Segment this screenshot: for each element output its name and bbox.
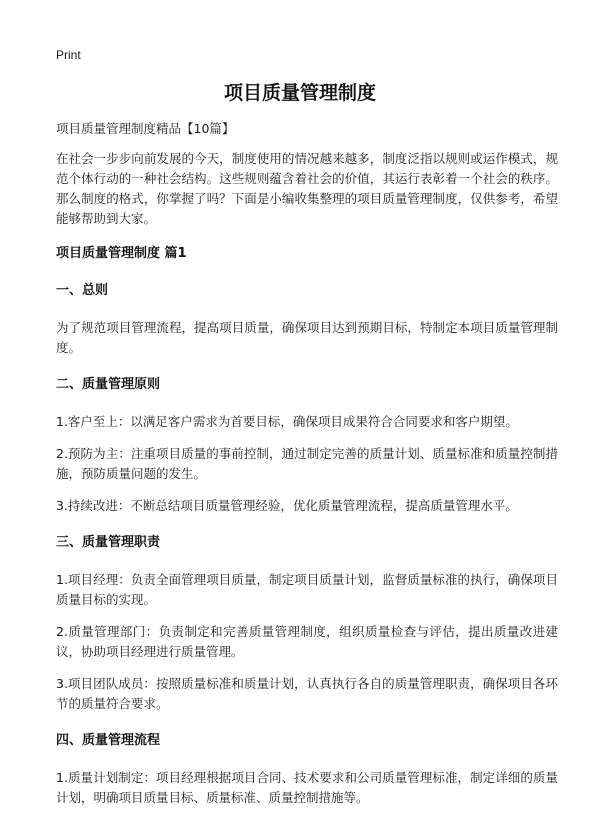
section-paragraph: 2.预防为主：注重项目质量的事前控制，通过制定完善的质量计划、质量标准和质量控制措施，预防质量问题的发生。 — [56, 446, 558, 481]
section-paragraph: 2.质量管理部门：负责制定和完善质量管理制度，组织质量检查与评估，提出质量改进建议，协助项目经理进行质量管理。 — [56, 624, 558, 659]
section-heading: 三、质量管理职责 — [56, 535, 161, 550]
section-paragraph: 为了规范项目管理流程，提高项目质量，确保项目达到预期目标，特制定本项目质量管理制度。 — [56, 320, 558, 355]
print-label: Print — [56, 48, 81, 62]
section-paragraph: 1.项目经理：负责全面管理项目质量，制定项目质量计划，监督质量标准的执行，确保项目质量目标的实现。 — [56, 572, 558, 607]
section-paragraph: 3.项目团队成员：按照质量标准和质量计划，认真执行各自的质量管理职责，确保项目各环节的质量符合要求。 — [56, 676, 558, 711]
page-title: 项目质量管理制度 — [223, 82, 376, 104]
section-heading: 二、质量管理原则 — [56, 377, 161, 392]
document-body — [56, 119, 558, 820]
section-paragraph: 3.持续改进：不断总结项目质量管理经验，优化质量管理流程，提高质量管理水平。 — [56, 498, 518, 513]
section-paragraph: 1.客户至上：以满足客户需求为首要目标，确保项目成果符合合同要求和客户期望。 — [56, 414, 518, 429]
document-subtitle: 项目质量管理制度精品【10篇】 — [56, 121, 235, 136]
intro-paragraph: 在社会一步步向前发展的今天，制度使用的情况越来越多，制度泛指以规则或运作模式，规范个体行动的一种社会结构。这些规则蕴含着社会的价值，其运行表彰着一个社会的秩序。那么制度的格式，你掌握了吗？下面是小编收集整理的项目质量管理制度，仅供参考，希望能够帮助到大家。 — [56, 151, 558, 226]
section-paragraph: 1.质量计划制定：项目经理根据项目合同、技术要求和公司质量管理标准，制定详细的质量计划，明确项目质量目标、质量标准、质量控制措施等。 — [56, 770, 558, 805]
section-heading: 一、总则 — [56, 283, 109, 298]
section-heading: 四、质量管理流程 — [56, 733, 161, 748]
article-heading: 项目质量管理制度 篇1 — [56, 246, 187, 261]
